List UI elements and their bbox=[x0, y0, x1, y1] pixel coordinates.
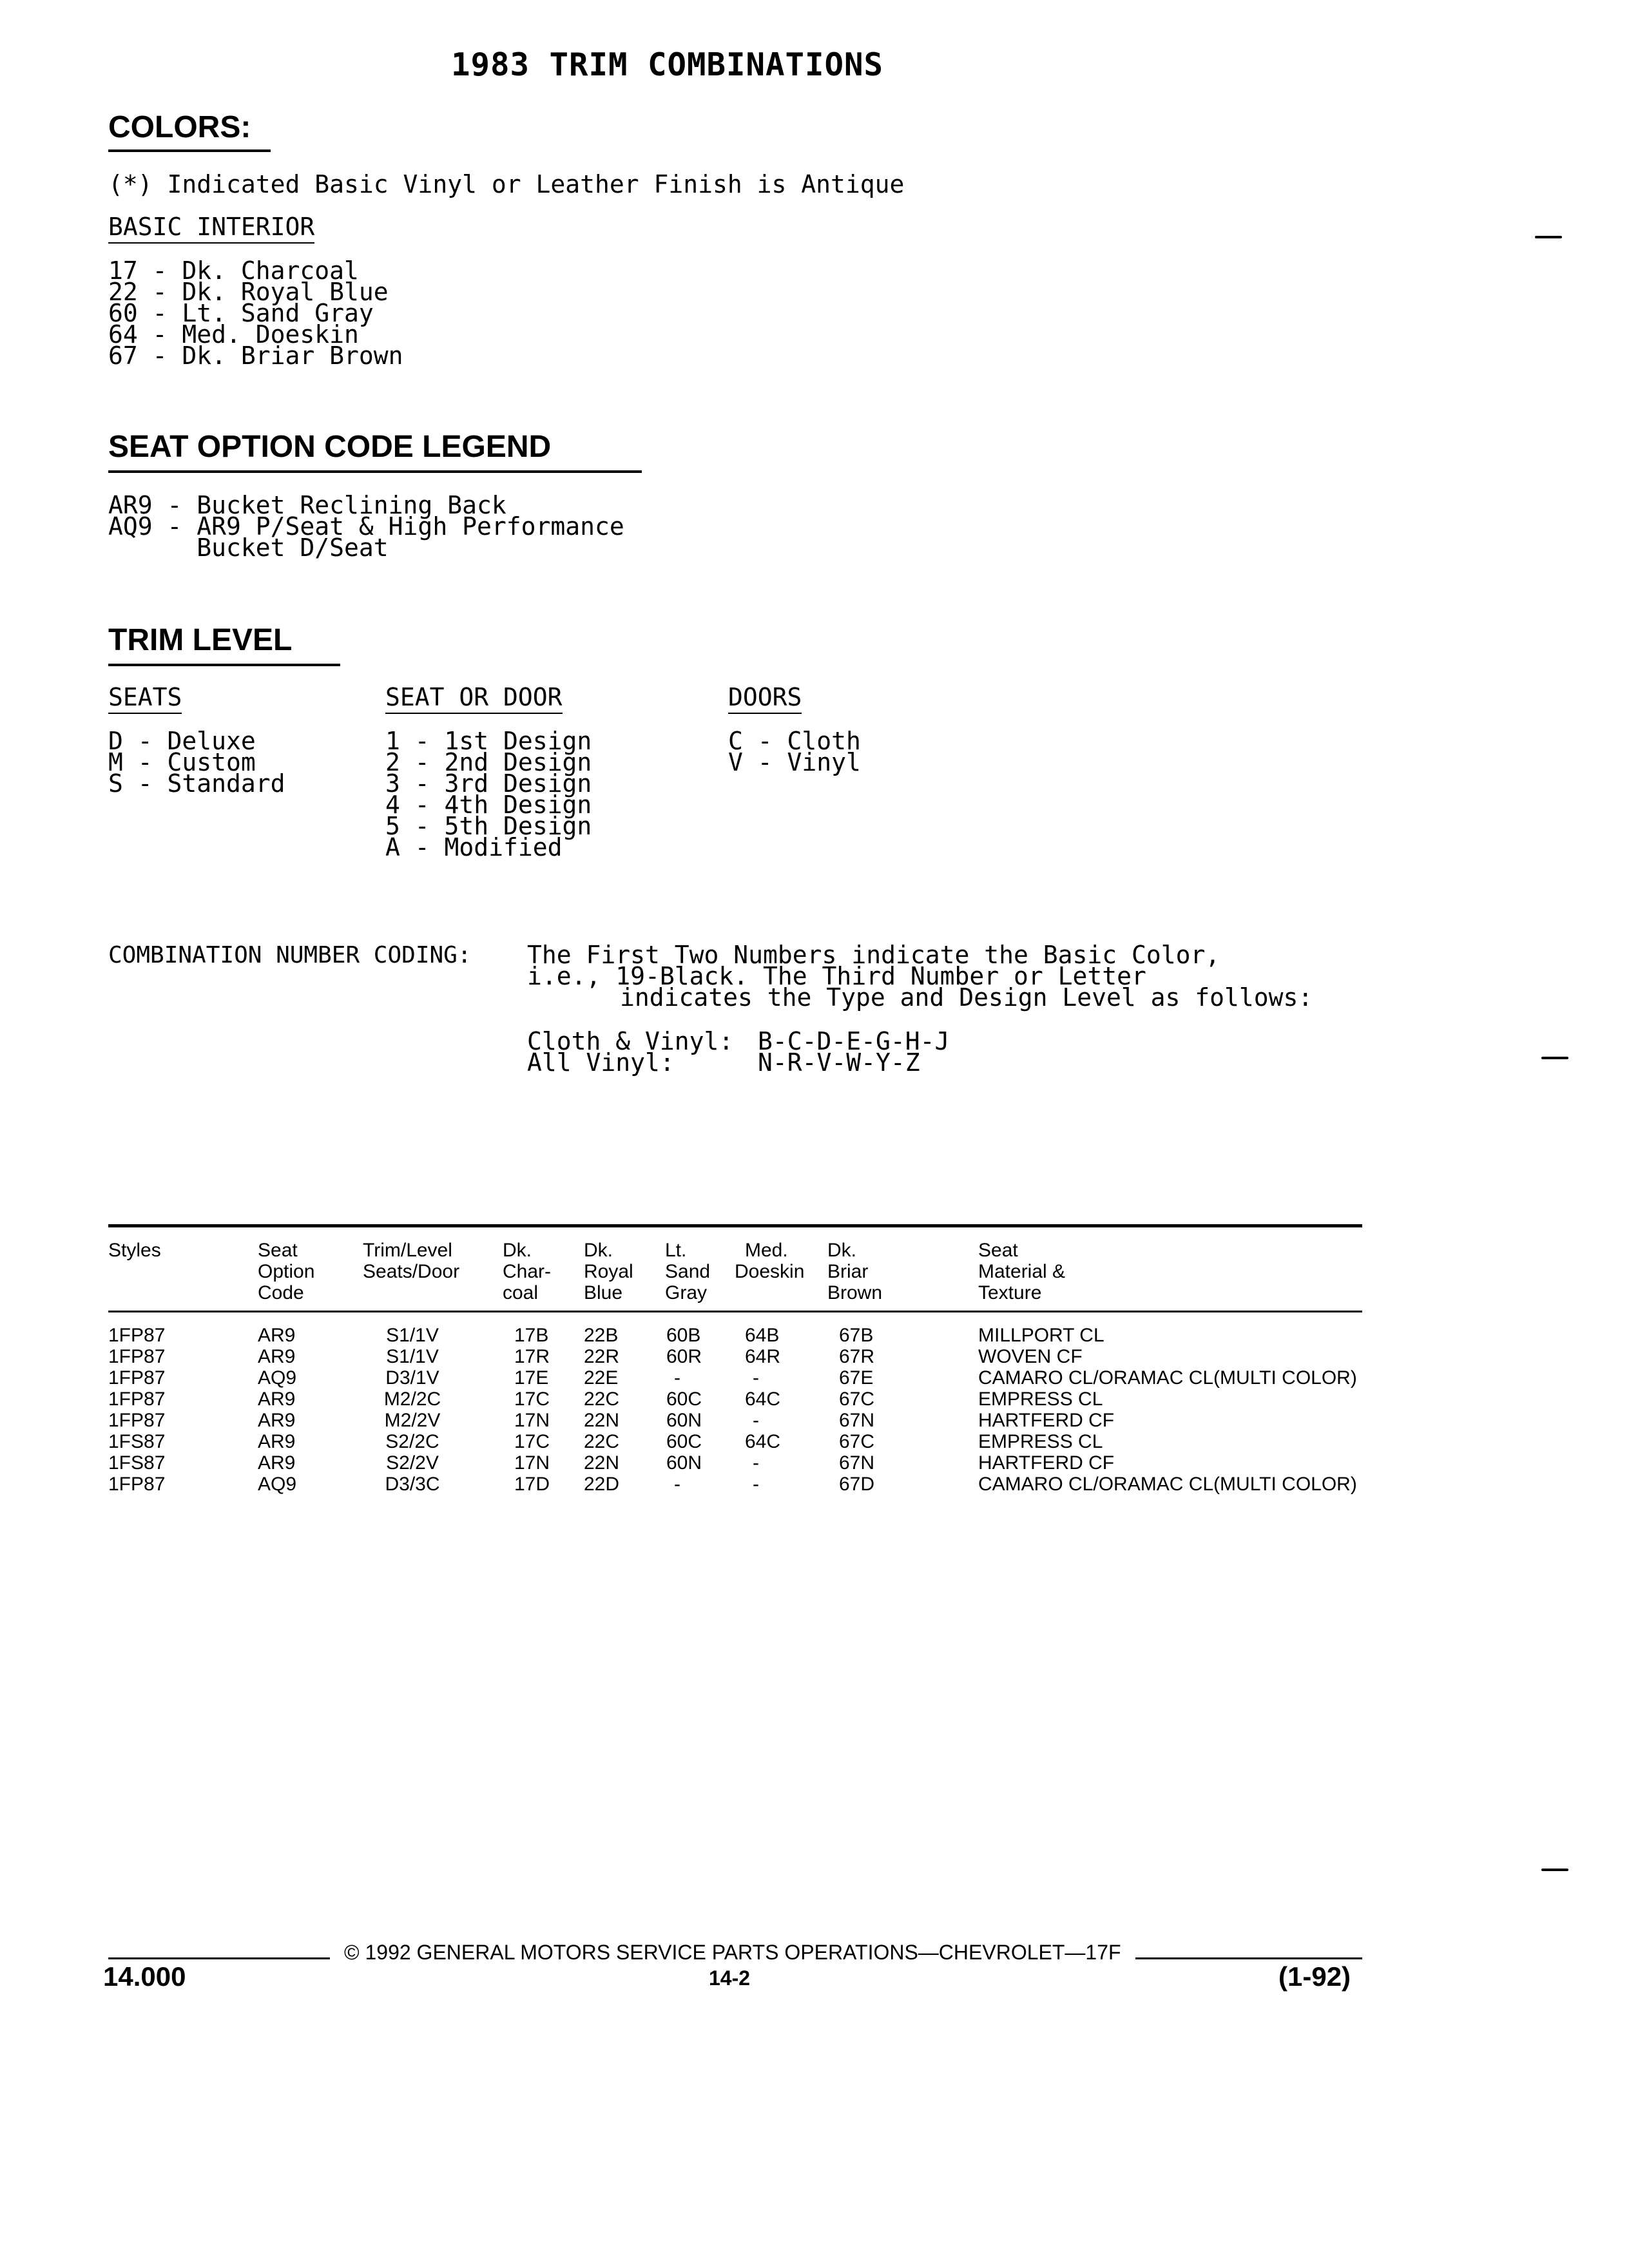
margin-mark bbox=[1541, 1057, 1568, 1059]
list-item: C - Cloth bbox=[728, 727, 861, 755]
cell-style: 1FP87 bbox=[108, 1389, 166, 1410]
cell-briar-brown: 67C bbox=[839, 1431, 875, 1452]
seats-label: SEATS bbox=[108, 687, 182, 708]
cell-royal-blue: 22B bbox=[584, 1325, 619, 1346]
list-item: V - Vinyl bbox=[728, 748, 861, 776]
header-sand-gray: Lt. Sand Gray bbox=[665, 1240, 711, 1303]
coding-line-3: indicates the Type and Design Level as follows: bbox=[620, 983, 1313, 1012]
cell-material: EMPRESS CL bbox=[978, 1389, 1103, 1410]
cell-material: CAMARO CL/ORAMAC CL(MULTI COLOR) bbox=[978, 1474, 1357, 1495]
footer-date: (1-92) bbox=[1278, 1961, 1351, 1992]
footer-rule-right bbox=[1135, 1957, 1362, 1959]
colors-heading-rule bbox=[108, 149, 271, 152]
cell-trim-level: S2/2C bbox=[385, 1431, 439, 1452]
cell-trim-level: S1/1V bbox=[386, 1325, 439, 1346]
cell-charcoal: 17C bbox=[514, 1389, 550, 1410]
list-item: D - Deluxe bbox=[108, 727, 256, 755]
cell-trim-level: M2/2V bbox=[384, 1410, 441, 1431]
list-item: 60 - Lt. Sand Gray bbox=[108, 299, 374, 327]
footer-section-number: 14.000 bbox=[103, 1961, 186, 1992]
cell-briar-brown: 67E bbox=[839, 1367, 874, 1389]
cell-charcoal: 17C bbox=[514, 1431, 550, 1452]
seat-legend-heading-rule bbox=[108, 470, 642, 473]
coding-label: COMBINATION NUMBER CODING: bbox=[108, 942, 472, 968]
list-item: 22 - Dk. Royal Blue bbox=[108, 278, 389, 306]
cell-doeskin: 64C bbox=[745, 1389, 781, 1410]
cell-style: 1FP87 bbox=[108, 1325, 166, 1346]
cell-sand-gray: 60C bbox=[666, 1389, 702, 1410]
margin-mark bbox=[1535, 236, 1562, 238]
header-doeskin: Med. Doeskin bbox=[735, 1240, 805, 1282]
cell-charcoal: 17E bbox=[514, 1367, 549, 1389]
cell-doeskin: - bbox=[753, 1410, 759, 1431]
cell-royal-blue: 22R bbox=[584, 1346, 620, 1367]
basic-interior-label: BASIC INTERIOR bbox=[108, 216, 314, 238]
cell-briar-brown: 67C bbox=[839, 1389, 875, 1410]
cell-trim-level: M2/2C bbox=[383, 1389, 441, 1410]
cell-charcoal: 17D bbox=[514, 1474, 550, 1495]
cell-royal-blue: 22C bbox=[584, 1389, 620, 1410]
cell-charcoal: 17R bbox=[514, 1346, 550, 1367]
list-item: AR9 - Bucket Reclining Back bbox=[108, 491, 506, 519]
doors-list bbox=[728, 727, 861, 776]
table-top-rule bbox=[108, 1224, 1362, 1227]
cell-briar-brown: 67R bbox=[839, 1346, 875, 1367]
cell-style: 1FP87 bbox=[108, 1346, 166, 1367]
list-item: 5 - 5th Design bbox=[385, 812, 592, 840]
cell-royal-blue: 22E bbox=[584, 1367, 619, 1389]
cloth-vinyl-value: B-C-D-E-G-H-J bbox=[758, 1027, 950, 1055]
cell-briar-brown: 67N bbox=[839, 1452, 875, 1474]
seat-legend-list bbox=[108, 491, 624, 562]
list-item: S - Standard bbox=[108, 769, 285, 798]
cell-seat-option: AR9 bbox=[258, 1410, 296, 1431]
cell-charcoal: 17N bbox=[514, 1452, 550, 1474]
list-item: AQ9 - AR9 P/Seat & High Performance bbox=[108, 512, 624, 541]
cell-doeskin: - bbox=[753, 1367, 759, 1389]
cell-royal-blue: 22C bbox=[584, 1431, 620, 1452]
cell-doeskin: 64C bbox=[745, 1431, 781, 1452]
page-title: 1983 TRIM COMBINATIONS bbox=[451, 46, 884, 83]
margin-mark bbox=[1541, 1869, 1568, 1871]
cell-style: 1FS87 bbox=[108, 1431, 166, 1452]
header-charcoal: Dk. Char- coal bbox=[503, 1240, 552, 1303]
cell-seat-option: AQ9 bbox=[258, 1367, 297, 1389]
cell-material: HARTFERD CF bbox=[978, 1452, 1115, 1474]
cell-seat-option: AR9 bbox=[258, 1452, 296, 1474]
cell-sand-gray: 60B bbox=[666, 1325, 701, 1346]
basic-interior-list bbox=[108, 256, 403, 370]
cell-charcoal: 17B bbox=[514, 1325, 549, 1346]
header-material: Seat Material & Texture bbox=[978, 1240, 1066, 1303]
list-item: 4 - 4th Design bbox=[385, 791, 592, 819]
cell-sand-gray: 60N bbox=[666, 1452, 702, 1474]
colors-note: (*) Indicated Basic Vinyl or Leather Finish is Antique bbox=[108, 170, 905, 198]
header-styles: Styles bbox=[108, 1240, 161, 1261]
list-item: M - Custom bbox=[108, 748, 256, 776]
cell-trim-level: S1/1V bbox=[386, 1346, 439, 1367]
cell-sand-gray: - bbox=[674, 1367, 680, 1389]
cell-royal-blue: 22N bbox=[584, 1452, 620, 1474]
footer-copyright: © 1992 GENERAL MOTORS SERVICE PARTS OPERATIONS—CHEVROLET—17F bbox=[344, 1941, 1121, 1964]
list-item: 67 - Dk. Briar Brown bbox=[108, 341, 403, 370]
cell-material: MILLPORT CL bbox=[978, 1325, 1104, 1346]
cell-material: CAMARO CL/ORAMAC CL(MULTI COLOR) bbox=[978, 1367, 1357, 1389]
list-item: 2 - 2nd Design bbox=[385, 748, 592, 776]
coding-line-2: i.e., 19-Black. The Third Number or Letter bbox=[527, 962, 1146, 990]
cell-royal-blue: 22D bbox=[584, 1474, 620, 1495]
all-vinyl-value: N-R-V-W-Y-Z bbox=[758, 1048, 920, 1077]
cell-seat-option: AQ9 bbox=[258, 1474, 297, 1495]
cell-material: HARTFERD CF bbox=[978, 1410, 1115, 1431]
coding-line-1: The First Two Numbers indicate the Basic Color, bbox=[527, 941, 1220, 969]
cell-briar-brown: 67B bbox=[839, 1325, 874, 1346]
seat-or-door-list bbox=[385, 727, 592, 861]
seat-or-door-label: SEAT OR DOOR bbox=[385, 687, 563, 708]
cell-doeskin: - bbox=[753, 1452, 759, 1474]
list-item: 17 - Dk. Charcoal bbox=[108, 256, 359, 285]
cell-briar-brown: 67N bbox=[839, 1410, 875, 1431]
cell-royal-blue: 22N bbox=[584, 1410, 620, 1431]
cell-style: 1FP87 bbox=[108, 1474, 166, 1495]
footer-page-number: 14-2 bbox=[709, 1966, 751, 1990]
cell-material: EMPRESS CL bbox=[978, 1431, 1103, 1452]
cell-charcoal: 17N bbox=[514, 1410, 550, 1431]
cell-seat-option: AR9 bbox=[258, 1431, 296, 1452]
cell-sand-gray: - bbox=[674, 1474, 680, 1495]
cell-sand-gray: 60C bbox=[666, 1431, 702, 1452]
doors-label: DOORS bbox=[728, 687, 802, 708]
cell-seat-option: AR9 bbox=[258, 1346, 296, 1367]
cell-doeskin: - bbox=[753, 1474, 759, 1495]
header-trim-level: Trim/Level Seats/Door bbox=[363, 1240, 460, 1282]
footer-rule-left bbox=[108, 1957, 330, 1959]
all-vinyl-label: All Vinyl: bbox=[527, 1048, 675, 1077]
cell-trim-level: D3/3C bbox=[385, 1474, 440, 1495]
cell-sand-gray: 60N bbox=[666, 1410, 702, 1431]
list-item: 3 - 3rd Design bbox=[385, 769, 592, 798]
cell-seat-option: AR9 bbox=[258, 1325, 296, 1346]
cell-doeskin: 64R bbox=[745, 1346, 781, 1367]
list-item: 64 - Med. Doeskin bbox=[108, 320, 359, 349]
colors-heading: COLORS: bbox=[108, 110, 251, 144]
header-seat-option: Seat Option Code bbox=[258, 1240, 315, 1303]
cell-seat-option: AR9 bbox=[258, 1389, 296, 1410]
list-item: 1 - 1st Design bbox=[385, 727, 592, 755]
list-item: Bucket D/Seat bbox=[108, 533, 389, 562]
trim-level-heading-rule bbox=[108, 664, 340, 666]
cell-trim-level: S2/2V bbox=[386, 1452, 439, 1474]
cell-doeskin: 64B bbox=[745, 1325, 780, 1346]
seat-legend-heading: SEAT OPTION CODE LEGEND bbox=[108, 430, 552, 464]
cell-style: 1FP87 bbox=[108, 1367, 166, 1389]
cell-trim-level: D3/1V bbox=[385, 1367, 439, 1389]
table-header-rule bbox=[108, 1311, 1362, 1312]
cell-style: 1FP87 bbox=[108, 1410, 166, 1431]
cell-briar-brown: 67D bbox=[839, 1474, 875, 1495]
header-briar-brown: Dk. Briar Brown bbox=[827, 1240, 883, 1303]
trim-level-heading: TRIM LEVEL bbox=[108, 623, 293, 657]
cell-style: 1FS87 bbox=[108, 1452, 166, 1474]
cell-sand-gray: 60R bbox=[666, 1346, 702, 1367]
cloth-vinyl-label: Cloth & Vinyl: bbox=[527, 1027, 734, 1055]
header-royal-blue: Dk. Royal Blue bbox=[584, 1240, 633, 1303]
cell-material: WOVEN CF bbox=[978, 1346, 1083, 1367]
seats-list bbox=[108, 727, 285, 798]
list-item: A - Modified bbox=[385, 833, 563, 861]
